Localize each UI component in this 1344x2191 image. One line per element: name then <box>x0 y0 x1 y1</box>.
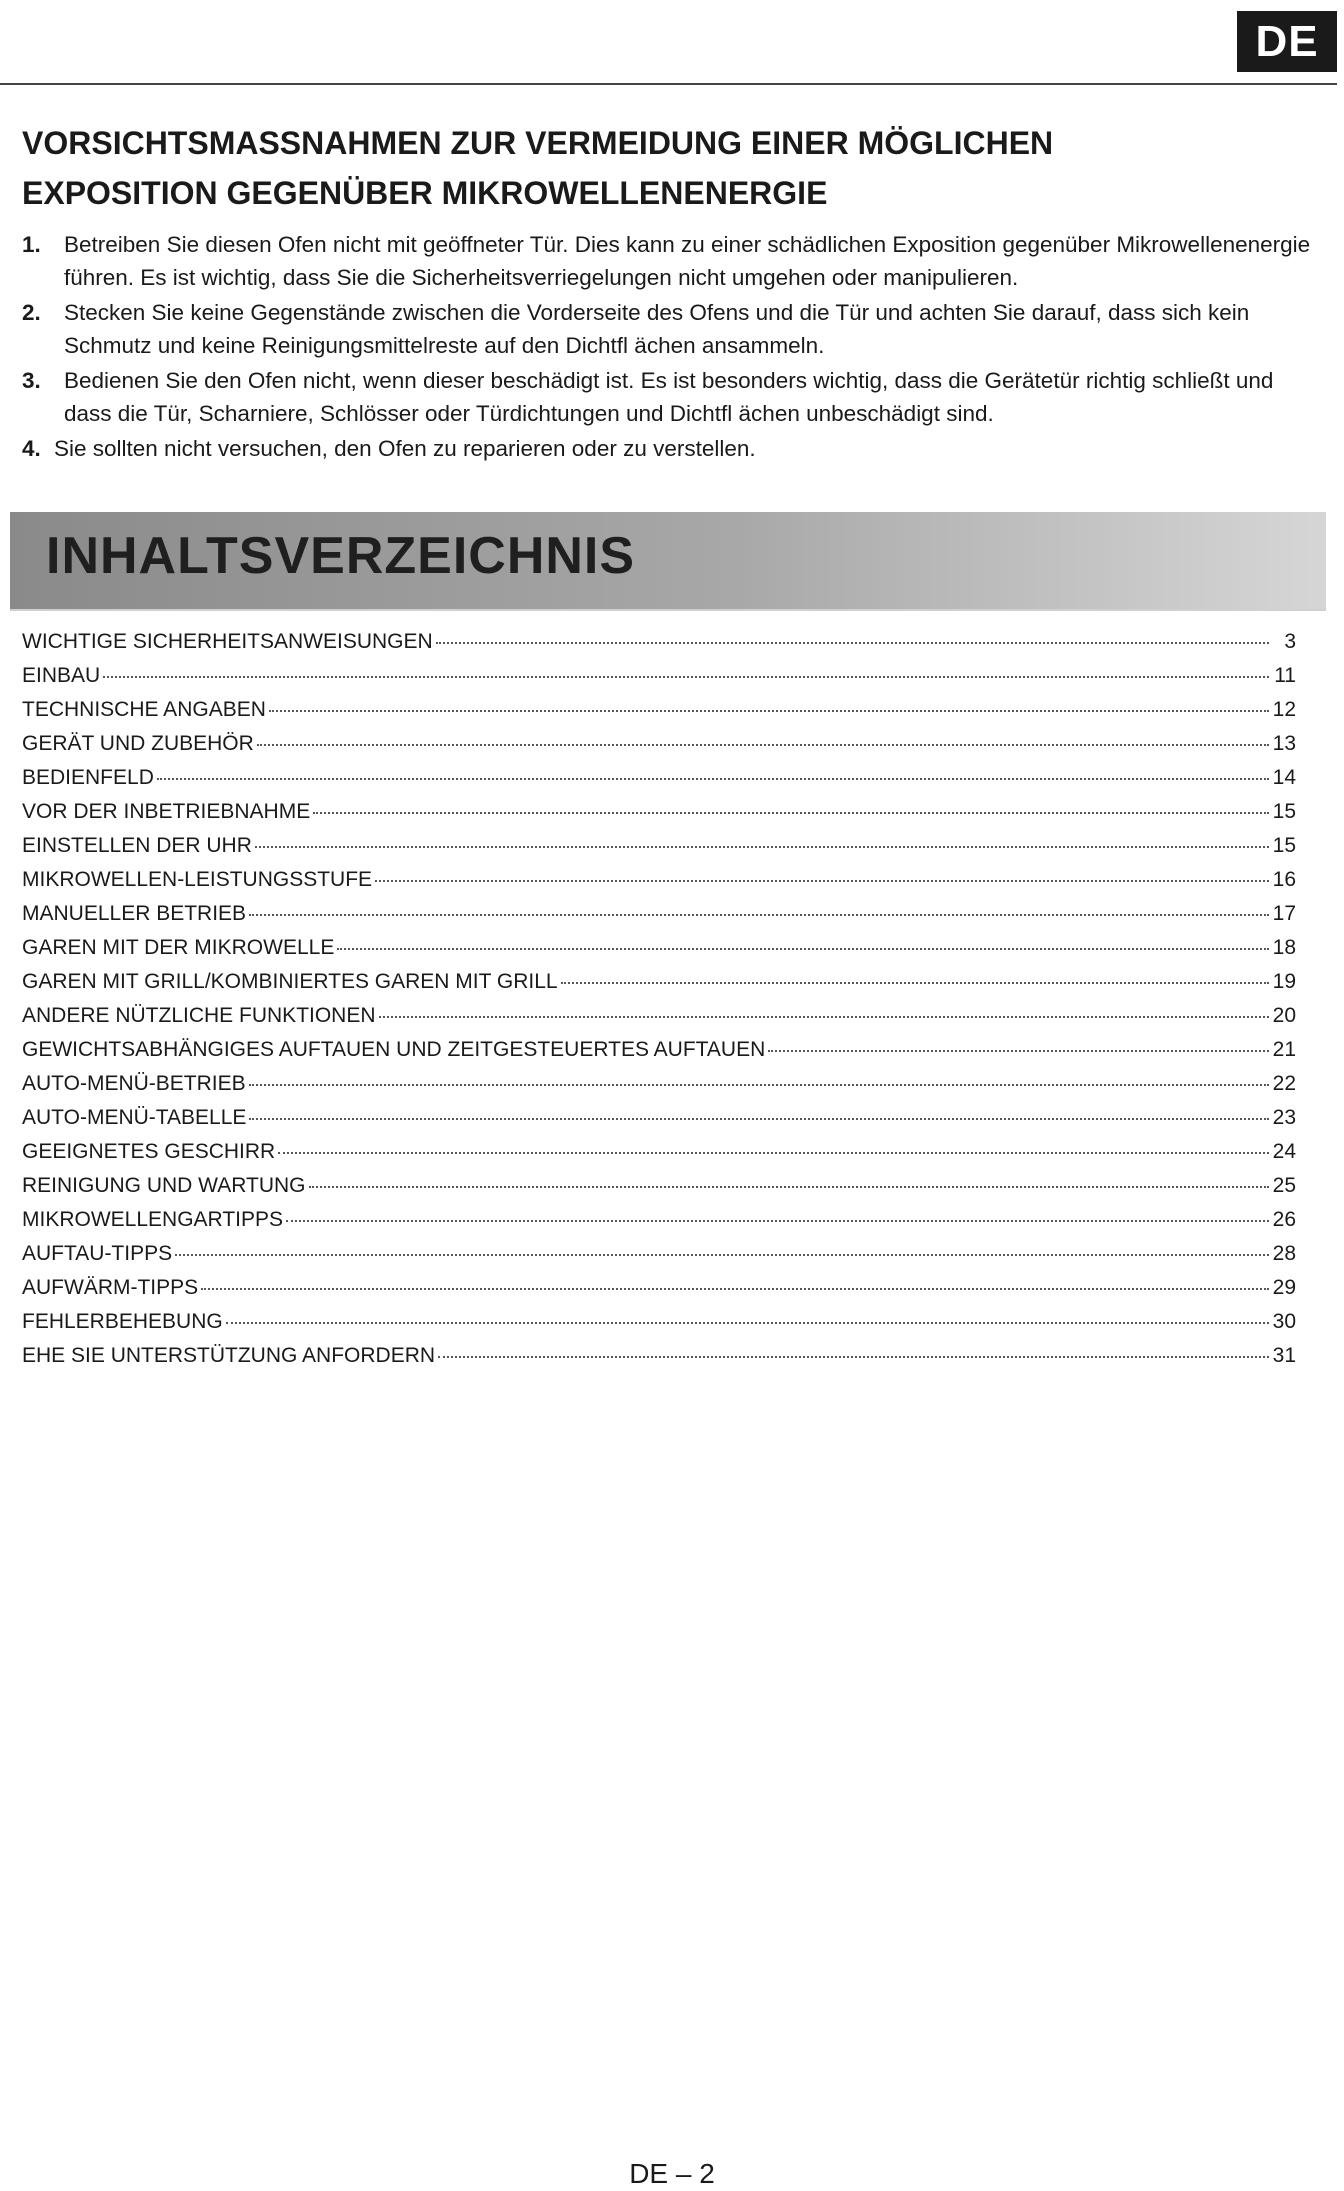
toc-entry-label: VOR DER INBETRIEBNAHME <box>22 800 311 823</box>
toc-dot-leader <box>269 710 1269 712</box>
toc-dot-leader <box>257 744 1269 746</box>
toc-dot-leader <box>286 1220 1269 1222</box>
toc-dot-leader <box>157 778 1269 780</box>
toc-entry[interactable] <box>22 630 1296 664</box>
toc-entry[interactable] <box>22 800 1296 834</box>
toc-dot-leader <box>768 1050 1269 1052</box>
toc-entry-label: GAREN MIT GRILL/KOMBINIERTES GAREN MIT GRILL <box>22 970 558 993</box>
toc-entry-page: 21 <box>1272 1038 1296 1061</box>
toc-entry-page: 3 <box>1284 630 1296 653</box>
toc-entry-page: 24 <box>1272 1140 1296 1163</box>
toc-entry-page: 20 <box>1272 1004 1296 1027</box>
toc-dot-leader <box>249 914 1269 916</box>
toc-dot-leader <box>249 1118 1269 1120</box>
toc-entry-label: ANDERE NÜTZLICHE FUNKTIONEN <box>22 1004 376 1027</box>
toc-entry-label: BEDIENFELD <box>22 766 154 789</box>
toc-entry-page: 29 <box>1272 1276 1296 1299</box>
toc-entry-label: AUFTAU-TIPPS <box>22 1242 173 1265</box>
warning-title-line1: VORSICHTSMASSNAHMEN ZUR VERMEIDUNG EINER MÖGLICHEN <box>22 125 1054 161</box>
toc-entry[interactable] <box>22 1310 1296 1344</box>
warning-title <box>22 118 1322 218</box>
toc-entry-page: 19 <box>1272 970 1296 993</box>
toc-entry-page: 14 <box>1272 766 1296 789</box>
language-badge: DE <box>1237 11 1337 72</box>
warning-item <box>22 228 1322 294</box>
toc-entry-page: 13 <box>1272 732 1296 755</box>
toc-entry[interactable] <box>22 970 1296 1004</box>
toc-entry-page: 15 <box>1272 800 1296 823</box>
warning-title-line2: EXPOSITION GEGENÜBER MIKROWELLENENERGIE <box>22 175 828 211</box>
toc-dot-leader <box>438 1356 1269 1358</box>
toc-entry[interactable] <box>22 1242 1296 1276</box>
toc-dot-leader <box>561 982 1269 984</box>
toc-entry[interactable] <box>22 1038 1296 1072</box>
warning-item-number: 1. <box>22 232 41 257</box>
warning-item-number: 2. <box>22 300 41 325</box>
toc-dot-leader <box>103 676 1269 678</box>
toc-entry-page: 22 <box>1272 1072 1296 1095</box>
toc-entry[interactable] <box>22 1072 1296 1106</box>
warning-item-text: Stecken Sie keine Gegenstände zwischen die Vorderseite des Ofens und die Tür und achten Sie darauf, dass sich kein Schmutz und keine Reinigungsmittelreste auf den Dichtfl ächen ansammeln. <box>64 300 1250 358</box>
toc-entry-label: MIKROWELLENGARTIPPS <box>22 1208 284 1231</box>
toc-entry-label: AUTO-MENÜ-TABELLE <box>22 1106 247 1129</box>
toc-banner <box>10 512 1326 611</box>
toc-entry[interactable] <box>22 1344 1296 1378</box>
toc-entry-label: EINSTELLEN DER UHR <box>22 834 252 857</box>
toc-dot-leader <box>278 1152 1269 1154</box>
toc-dot-leader <box>249 1084 1269 1086</box>
toc-dot-leader <box>175 1254 1269 1256</box>
safety-warning-section <box>22 118 1322 467</box>
toc-dot-leader <box>226 1322 1269 1324</box>
toc-entry[interactable] <box>22 1174 1296 1208</box>
toc-entry-page: 18 <box>1272 936 1296 959</box>
toc-entry[interactable] <box>22 1208 1296 1242</box>
toc-entry-label: EHE SIE UNTERSTÜTZUNG ANFORDERN <box>22 1344 436 1367</box>
toc-entry-page: 26 <box>1272 1208 1296 1231</box>
toc-dot-leader <box>379 1016 1269 1018</box>
toc-entry-label: MIKROWELLEN-LEISTUNGSSTUFE <box>22 868 373 891</box>
toc-entry-page: 16 <box>1272 868 1296 891</box>
toc-dot-leader <box>337 948 1269 950</box>
toc-entry-label: AUTO-MENÜ-BETRIEB <box>22 1072 246 1095</box>
toc-entry-page: 25 <box>1272 1174 1296 1197</box>
toc-entry[interactable] <box>22 1276 1296 1310</box>
toc-entry-page: 11 <box>1274 664 1296 687</box>
toc-entry-page: 30 <box>1272 1310 1296 1333</box>
toc-entry[interactable] <box>22 1004 1296 1038</box>
toc-entry[interactable] <box>22 1140 1296 1174</box>
table-of-contents <box>22 630 1296 1378</box>
toc-entry-label: WICHTIGE SICHERHEITSANWEISUNGEN <box>22 630 433 653</box>
toc-entry[interactable] <box>22 1106 1296 1140</box>
warning-item-number: 3. <box>22 368 41 393</box>
toc-dot-leader <box>436 642 1269 644</box>
toc-entry-page: 12 <box>1272 698 1296 721</box>
toc-entry-label: EINBAU <box>22 664 101 687</box>
warning-item-text: Betreiben Sie diesen Ofen nicht mit geöffneter Tür. Dies kann zu einer schädlichen Exposition gegenüber Mikrowellenenergie führen. Es ist wichtig, dass Sie die Sicherheitsverriegelungen nicht umgehen oder manipulieren. <box>64 232 1311 290</box>
toc-dot-leader <box>313 812 1269 814</box>
toc-entry-label: GAREN MIT DER MIKROWELLE <box>22 936 335 959</box>
warning-item-text: Bedienen Sie den Ofen nicht, wenn dieser beschädigt ist. Es ist besonders wichtig, dass die Gerätetür richtig schließt und dass die Tür, Scharniere, Schlösser oder Türdichtungen und Dichtfl ächen unbeschädigt sind. <box>64 368 1274 426</box>
toc-entry-label: FEHLERBEHEBUNG <box>22 1310 223 1333</box>
warning-item <box>22 432 1322 465</box>
header-divider <box>0 83 1337 85</box>
toc-dot-leader <box>255 846 1269 848</box>
warning-item <box>22 364 1322 430</box>
toc-entry-page: 15 <box>1272 834 1296 857</box>
toc-entry-label: AUFWÄRM-TIPPS <box>22 1276 199 1299</box>
page-number: DE – 2 <box>629 2158 715 2189</box>
toc-entry[interactable] <box>22 698 1296 732</box>
toc-entry-page: 31 <box>1272 1344 1296 1367</box>
warning-item-text: Sie sollten nicht versuchen, den Ofen zu reparieren oder zu verstellen. <box>54 436 756 461</box>
toc-entry-page: 28 <box>1272 1242 1296 1265</box>
toc-entry-label: TECHNISCHE ANGABEN <box>22 698 266 721</box>
toc-entry-page: 17 <box>1272 902 1296 925</box>
toc-entry[interactable] <box>22 834 1296 868</box>
toc-entry[interactable] <box>22 732 1296 766</box>
toc-entry[interactable] <box>22 868 1296 902</box>
toc-entry[interactable] <box>22 766 1296 800</box>
toc-dot-leader <box>201 1288 1269 1290</box>
toc-title: INHALTSVERZEICHNIS <box>46 527 636 585</box>
toc-dot-leader <box>309 1186 1270 1188</box>
toc-entry-page: 23 <box>1272 1106 1296 1129</box>
warning-list <box>22 228 1322 465</box>
toc-entry[interactable] <box>22 936 1296 970</box>
toc-entry-label: REINIGUNG UND WARTUNG <box>22 1174 306 1197</box>
toc-entry-label: GEEIGNETES GESCHIRR <box>22 1140 276 1163</box>
toc-entry[interactable] <box>22 664 1296 698</box>
toc-entry[interactable] <box>22 902 1296 936</box>
toc-entry-label: GEWICHTSABHÄNGIGES AUFTAUEN UND ZEITGESTEUERTES AUFTAUEN <box>22 1038 766 1061</box>
warning-item-number: 4. <box>22 436 41 461</box>
toc-dot-leader <box>375 880 1269 882</box>
toc-entry-label: GERÄT UND ZUBEHÖR <box>22 732 254 755</box>
toc-entry-label: MANUELLER BETRIEB <box>22 902 247 925</box>
warning-item <box>22 296 1322 362</box>
